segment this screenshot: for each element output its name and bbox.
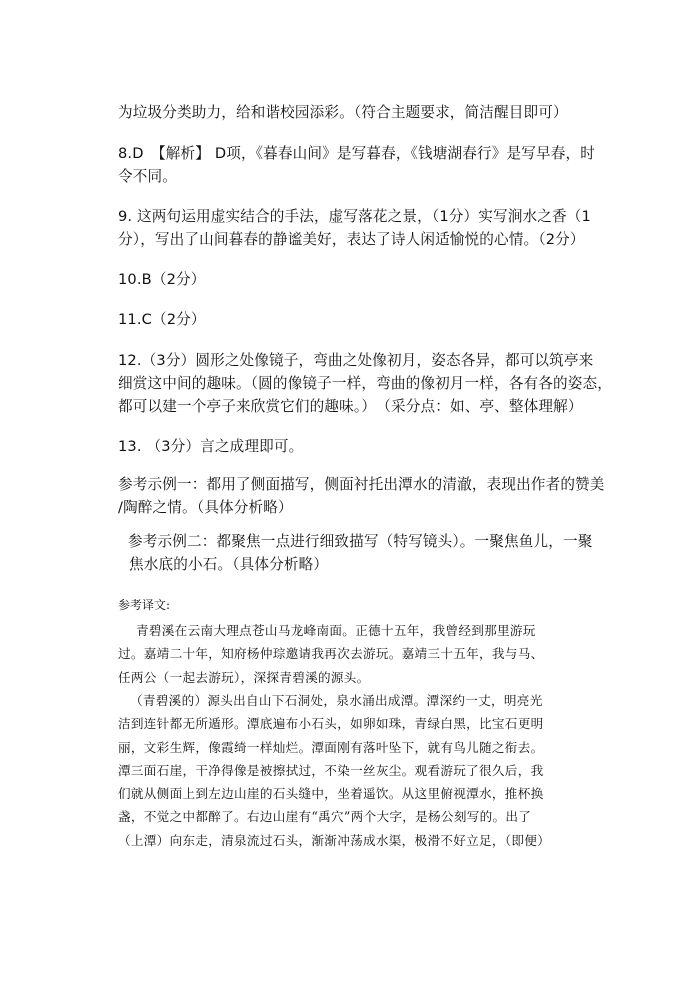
text-line: 过。嘉靖二十年，知府杨仲琮邀请我再次去游玩。嘉靖三十五年，我与马、	[118, 646, 544, 662]
text-line: 8.D 【解析】 D项，《暮春山间》是写暮春，《钱塘湖春行》是写早春，时	[118, 145, 595, 162]
text-line: 盏，不觉之中都醉了。右边山崖有“禹穴”两个大字，是杨公刻写的。出了	[118, 809, 532, 825]
translation-label: 参考译文:	[118, 598, 171, 612]
text-line: 令不同。	[118, 168, 177, 185]
answer-intro	[118, 101, 588, 124]
text-line: 参考示例一：都用了侧面描写，侧面衬托出潭水的清澈，表现出作者的赞美	[118, 476, 605, 493]
text-line: 细赏这中间的趣味。（圆的像镜子一样，弯曲的像初月一样，各有各的姿态，	[118, 375, 612, 392]
text-line: 们就从侧面上到左边山崖的石头缝中，坐着遥饮。从这里俯视潭水，推杯换	[118, 786, 544, 802]
text-line: 为垃圾分类助力，给和谐校园添彩。（符合主题要求，简洁醒目即可）	[118, 104, 568, 121]
text-line: 10.B（2分）	[118, 271, 206, 288]
text-line: 11.C（2分）	[118, 311, 206, 328]
text-line: 丽，文彩生辉，像霞绮一样灿烂。潭面刚有落叶坠下，就有鸟儿随之衔去。	[118, 739, 544, 755]
answer-q9	[118, 205, 591, 251]
text-line: /陶醉之情。（具体分析略）	[118, 499, 293, 516]
answer-q13	[118, 435, 588, 458]
text-line: 13. （3分）言之成理即可。	[118, 438, 304, 455]
text-line: 青碧溪在云南大理点苍山马龙峰南面。正德十五年，我曾经到那里游玩	[136, 623, 536, 638]
translation-paragraph-2	[118, 689, 598, 852]
text-line: 洁到连针都无所遁形。潭底遍布小石头，如卵如珠，青绿白黑，比宝石更明	[118, 716, 544, 732]
answer-q8	[118, 142, 595, 188]
text-line: 参考示例二：都聚焦一点进行细致描写（特写镜头）。一聚焦鱼儿，一聚	[128, 533, 593, 550]
answer-q10	[118, 268, 588, 291]
answer-reference-example-2	[128, 530, 598, 576]
text-line: 12.（3分）圆形之处像镜子，弯曲之处像初月，姿态各异，都可以筑亭来	[118, 352, 594, 369]
text-line: 焦水底的小石。（具体分析略）	[129, 556, 329, 573]
text-line: 分），写出了山间暮春的静谧美好，表达了诗人闲适愉悦的心情。（2分）	[118, 231, 585, 248]
text-line: 都可以建一个亭子来欣赏它们的趣味。） （采分点：如、亭、整体理解）	[118, 398, 583, 415]
text-line: 9. 这两句运用虚实结合的手法，虚写落花之景，（1分）实写涧水之香（1	[118, 208, 591, 225]
answer-q12	[118, 349, 612, 418]
text-line: （青碧溪的）源头出自山下石洞处，泉水涌出成潭。潭深约一丈，明亮光	[130, 693, 543, 708]
answer-reference-example-1	[118, 473, 605, 519]
text-line: 任两公（一起去游玩），深探青碧溪的源头。	[118, 669, 370, 685]
answer-q11	[118, 308, 588, 331]
text-line: （上潭）向东走，清泉流过石头，渐渐冲荡成水渠，极滑不好立足，（即便）	[118, 832, 551, 848]
text-line: 潭三面石崖，干净得像是被擦拭过，不染一丝灰尘。观看游玩了很久后，我	[118, 762, 544, 778]
translation-paragraph-1	[118, 619, 598, 689]
